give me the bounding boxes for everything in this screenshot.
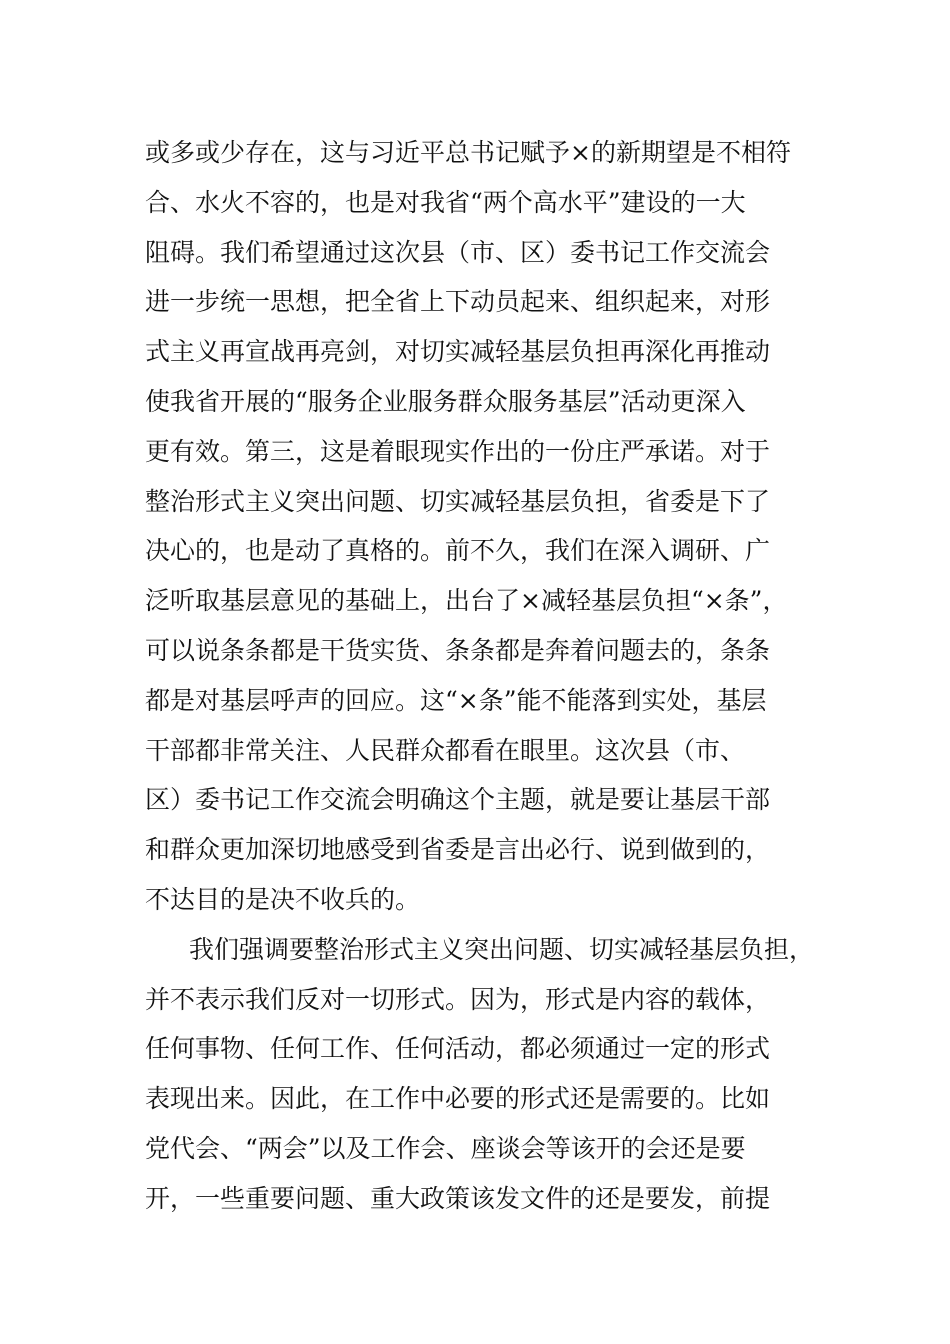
text-line: 合、水火不容的，也是对我省“两个高水平”建设的一大	[145, 187, 746, 217]
text-line: 更有效。第三，这是着眼现实作出的一份庄严承诺。对于	[145, 436, 771, 466]
text-line: 整治形式主义突出问题、切实减轻基层负担，省委是下了	[145, 486, 771, 516]
text-line: 可以说条条都是干货实货、条条都是奔着问题去的，条条	[145, 635, 771, 665]
text-line: 泛听取基层意见的基础上，出台了×减轻基层负担“×条”，	[145, 586, 788, 616]
text-line: 式主义再宣战再亮剑，对切实减轻基层负担再深化再推动	[145, 337, 771, 367]
text-line: 并不表示我们反对一切形式。因为，形式是内容的载体，	[145, 984, 771, 1014]
paragraph-1	[145, 128, 845, 925]
text-line: 党代会、“两会”以及工作会、座谈会等该开的会还是要	[145, 1133, 746, 1163]
text-line: 使我省开展的“服务企业服务群众服务基层”活动更深入	[145, 386, 746, 416]
body-text	[145, 128, 845, 1224]
text-line: 不达目的是决不收兵的。	[145, 884, 421, 914]
text-line: 干部都非常关注、人民群众都看在眼里。这次县（市、	[145, 735, 746, 765]
text-line: 都是对基层呼声的回应。这“×条”能不能落到实处，基层	[145, 685, 767, 715]
text-line: 决心的，也是动了真格的。前不久，我们在深入调研、广	[145, 536, 771, 566]
text-line: 和群众更加深切地感受到省委是言出必行、说到做到的，	[145, 835, 771, 865]
text-line: 表现出来。因此，在工作中必要的形式还是需要的。比如	[145, 1084, 771, 1114]
text-line: 我们强调要整治形式主义突出问题、切实减轻基层负担，	[189, 934, 815, 964]
text-line: 或多或少存在，这与习近平总书记赋予×的新期望是不相符	[145, 138, 791, 167]
text-line: 进一步统一思想，把全省上下动员起来、组织起来，对形	[145, 287, 771, 317]
text-line: 开，一些重要问题、重大政策该发文件的还是要发，前提	[145, 1183, 771, 1213]
text-line: 区）委书记工作交流会明确这个主题，就是要让基层干部	[145, 785, 771, 815]
text-line: 阻碍。我们希望通过这次县（市、区）委书记工作交流会	[145, 237, 771, 267]
text-line: 任何事物、任何工作、任何活动，都必须通过一定的形式	[145, 1034, 771, 1064]
paragraph-2	[145, 925, 845, 1224]
